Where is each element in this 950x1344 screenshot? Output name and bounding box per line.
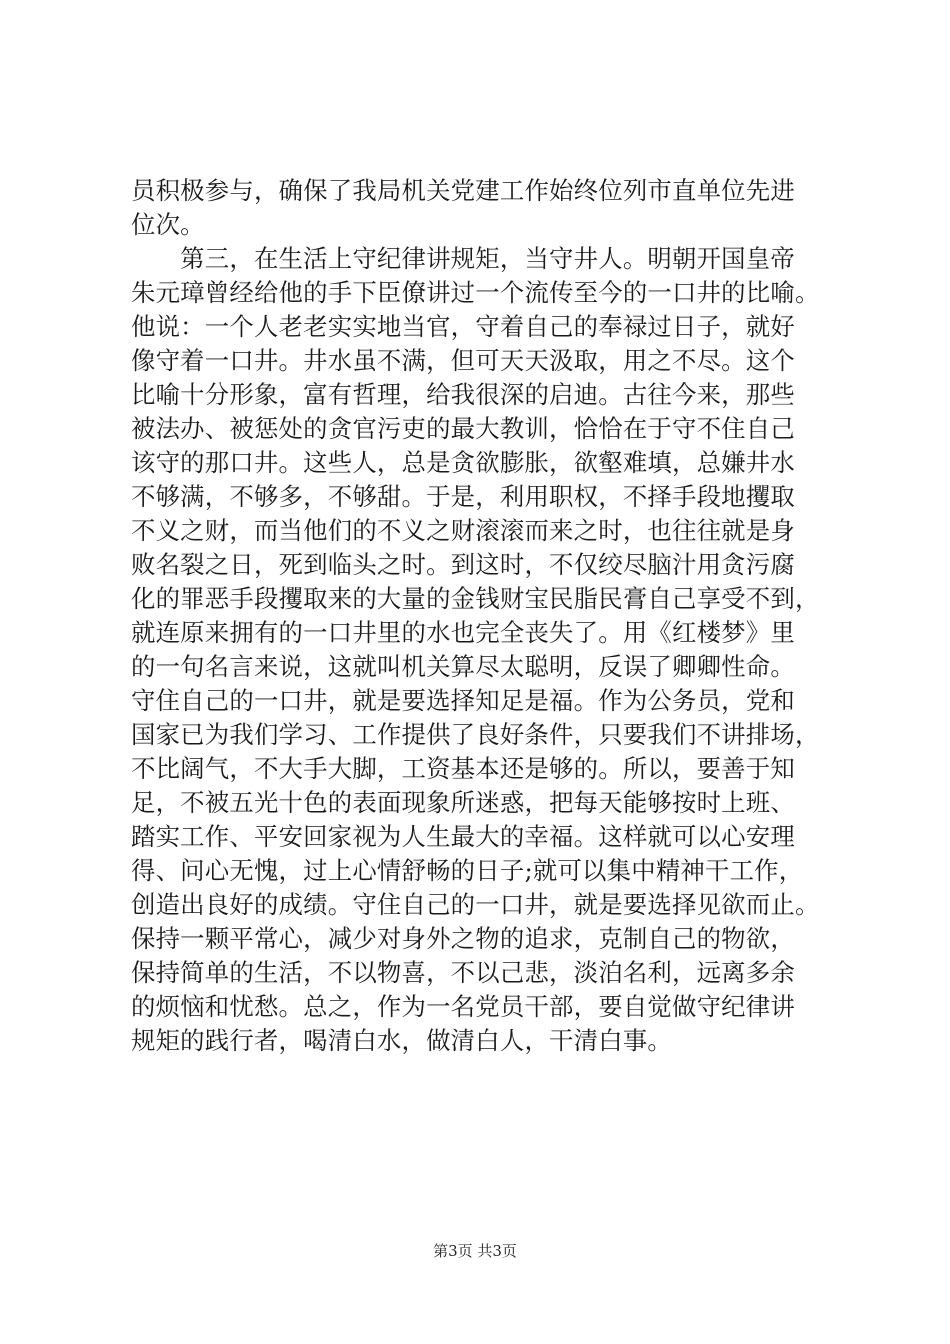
text-line: 足，不被五光十色的表面现象所迷惑，把每天能够按时上班、 bbox=[131, 788, 795, 817]
text-line: 位次。 bbox=[131, 210, 205, 239]
text-line: 第三，在生活上守纪律讲规矩，当守井人。明朝开国皇帝 bbox=[131, 244, 795, 273]
text-line: 创造出良好的成绩。守住自己的一口井，就是要选择见欲而止。 bbox=[131, 890, 820, 919]
text-line: 被法办、被惩处的贪官污吏的最大教训，恰恰在于守不住自己 bbox=[131, 414, 795, 443]
text-line: 就连原来拥有的一口井里的水也完全丧失了。用《红楼梦》里 bbox=[131, 618, 795, 647]
text-line: 国家已为我们学习、工作提供了良好条件，只要我们不讲排场， bbox=[131, 720, 820, 749]
text-line: 得、问心无愧，过上心情舒畅的日子;就可以集中精神干工作， bbox=[131, 856, 804, 885]
text-line: 败名裂之日，死到临头之时。到这时，不仅绞尽脑汁用贪污腐 bbox=[131, 550, 795, 579]
text-line: 像守着一口井。井水虽不满，但可天天汲取，用之不尽。这个 bbox=[131, 346, 795, 375]
text-line: 不比阔气，不大手大脚，工资基本还是够的。所以，要善于知 bbox=[131, 754, 795, 783]
text-line: 的一句名言来说，这就叫机关算尽太聪明，反误了卿卿性命。 bbox=[131, 652, 795, 681]
text-line: 不义之财，而当他们的不义之财滚滚而来之时，也往往就是身 bbox=[131, 516, 795, 545]
text-line: 朱元璋曾经给他的手下臣僚讲过一个流传至今的一口井的比喻。 bbox=[131, 278, 820, 307]
text-line: 不够满，不够多，不够甜。于是，利用职权，不择手段地攫取 bbox=[131, 482, 795, 511]
text-line: 保持一颗平常心，减少对身外之物的追求，克制自己的物欲， bbox=[131, 924, 795, 953]
page-footer bbox=[0, 1241, 950, 1261]
text-line: 员积极参与，确保了我局机关党建工作始终位列市直单位先进 bbox=[131, 176, 795, 205]
text-line: 他说：一个人老老实实地当官，守着自己的奉禄过日子，就好 bbox=[131, 312, 795, 341]
text-line: 该守的那口井。这些人，总是贪欲膨胀，欲壑难填，总嫌井水 bbox=[131, 448, 795, 477]
page-number-label: 第3页 共3页 bbox=[433, 1242, 517, 1260]
text-line: 化的罪恶手段攫取来的大量的金钱财宝民脂民膏自己享受不到， bbox=[131, 584, 820, 613]
text-line: 保持简单的生活，不以物喜，不以己悲，淡泊名利，远离多余 bbox=[131, 958, 795, 987]
body-text bbox=[131, 174, 831, 1058]
text-line: 的烦恼和忧愁。总之，作为一名党员干部，要自觉做守纪律讲 bbox=[131, 992, 795, 1021]
text-line: 比喻十分形象，富有哲理，给我很深的启迪。古往今来，那些 bbox=[131, 380, 795, 409]
text-line: 守住自己的一口井，就是要选择知足是福。作为公务员，党和 bbox=[131, 686, 795, 715]
text-line: 规矩的践行者，喝清白水，做清白人，干清白事。 bbox=[131, 1026, 672, 1055]
text-line: 踏实工作、平安回家视为人生最大的幸福。这样就可以心安理 bbox=[131, 822, 795, 851]
